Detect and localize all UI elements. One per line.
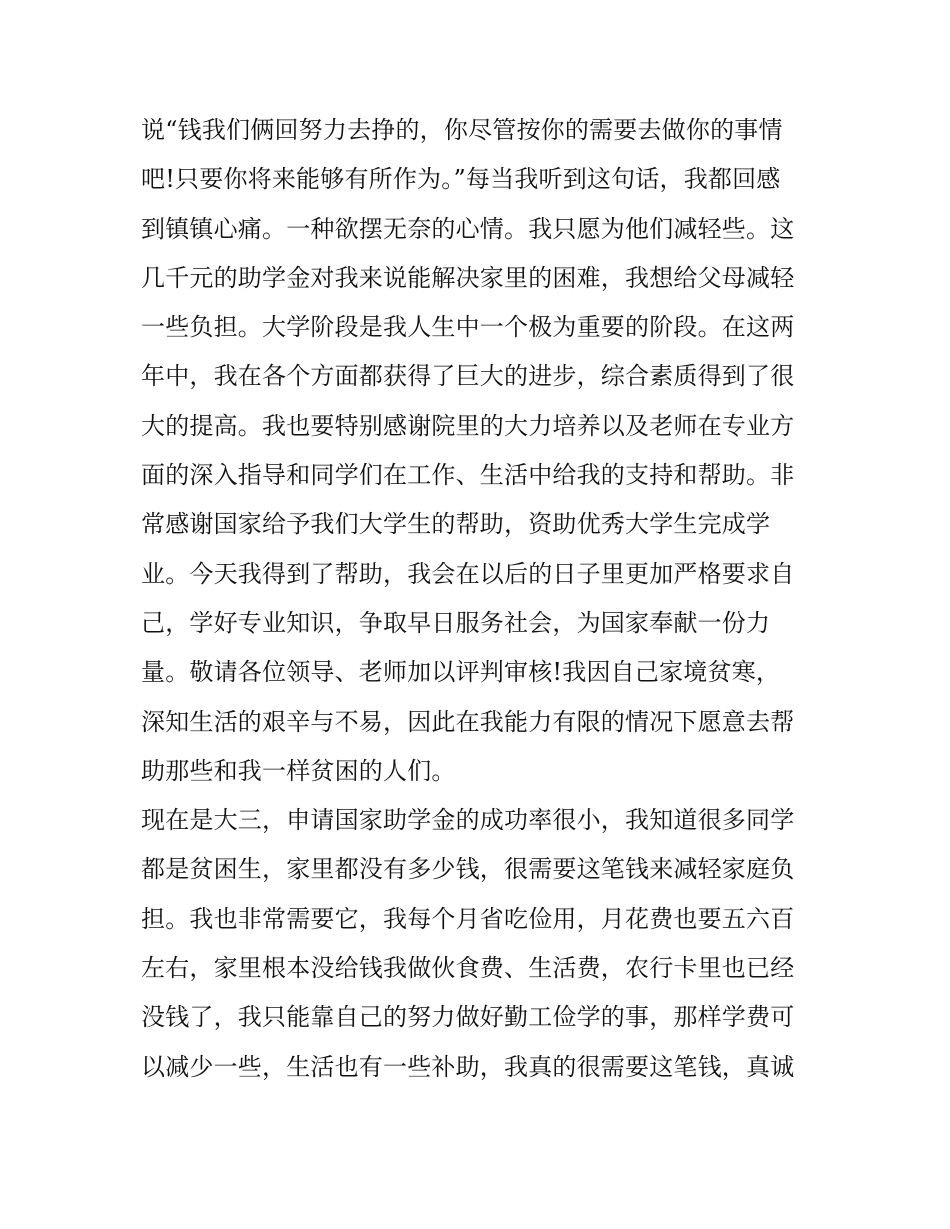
text-line: 己，学好专业知识，争取早日服务社会，为国家奉献一份力 [141,608,771,637]
text-line: 几千元的助学金对我来说能解决家里的困难，我想给父母减轻 [141,263,795,292]
text-line: 吧!只要你将来能够有所作为。”每当我听到这句话，我都回感 [141,165,781,194]
text-line: 左右，家里根本没给钱我做伙食费、生活费，农行卡里也已经 [141,954,795,983]
text-line: 现在是大三，申请国家助学金的成功率很小，我知道很多同学 [141,806,795,835]
text-line: 没钱了，我只能靠自己的努力做好勤工俭学的事，那样学费可 [141,1003,795,1032]
text-line: 以减少一些，生活也有一些补助，我真的很需要这笔钱，真诚 [141,1052,795,1081]
text-line: 说“钱我们俩回努力去挣的，你尽管按你的需要去做你的事情 [141,116,783,144]
body-text [141,106,831,1092]
text-line: 常感谢国家给予我们大学生的帮助，资助优秀大学生完成学 [141,510,771,539]
text-line: 担。我也非常需要它，我每个月省吃俭用，月花费也要五六百 [141,904,795,933]
text-line: 年中，我在各个方面都获得了巨大的进步，综合素质得到了很 [141,362,795,391]
text-line: 面的深入指导和同学们在工作、生活中给我的支持和帮助。非 [141,461,795,490]
text-line: 大的提高。我也要特别感谢院里的大力培养以及老师在专业方 [141,411,795,440]
text-line: 都是贫困生，家里都没有多少钱，很需要这笔钱来减轻家庭负 [141,855,795,884]
text-line: 一些负担。大学阶段是我人生中一个极为重要的阶段。在这两 [141,313,795,342]
text-line: 深知生活的艰辛与不易，因此在我能力有限的情况下愿意去帮 [141,707,795,736]
text-line: 业。今天我得到了帮助，我会在以后的日子里更加严格要求自 [141,559,795,588]
text-line: 到镇镇心痛。一种欲摆无奈的心情。我只愿为他们减轻些。这 [141,214,795,243]
text-line: 助那些和我一样贫困的人们。 [141,756,456,785]
text-line: 量。敬请各位领导、老师加以评判审核!我因自己家境贫寒， [141,658,781,687]
